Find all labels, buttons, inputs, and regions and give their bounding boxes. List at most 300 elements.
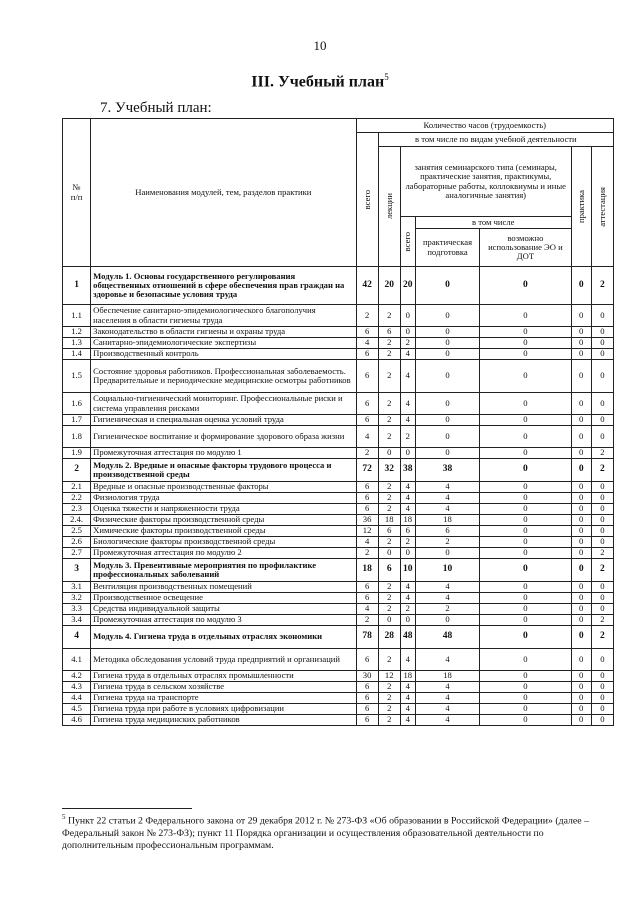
cell-num: 1.6 bbox=[63, 393, 91, 415]
header-by-type: в том числе по видам учебной деятельности bbox=[378, 133, 613, 147]
cell-att: 0 bbox=[591, 482, 613, 493]
cell-prac: 0 bbox=[571, 305, 591, 327]
cell-name: Законодательство в области гигиены и охраны труда bbox=[91, 327, 356, 338]
cell-att: 2 bbox=[591, 267, 613, 305]
cell-num: 2.7 bbox=[63, 548, 91, 559]
cell-num: 1.3 bbox=[63, 338, 91, 349]
header-practice-label: практика bbox=[575, 190, 586, 223]
cell-att: 2 bbox=[591, 626, 613, 649]
cell-sem: 4 bbox=[400, 493, 415, 504]
cell-prac: 0 bbox=[571, 704, 591, 715]
cell-prac: 0 bbox=[571, 615, 591, 626]
footnote-divider bbox=[62, 808, 192, 809]
cell-sem: 4 bbox=[400, 393, 415, 415]
cell-att: 0 bbox=[591, 604, 613, 615]
header-attestation-label: аттестация bbox=[596, 186, 607, 227]
cell-sem: 2 bbox=[400, 338, 415, 349]
cell-total: 2 bbox=[356, 305, 378, 327]
header-practice bbox=[571, 147, 591, 267]
cell-sem: 0 bbox=[400, 305, 415, 327]
cell-sem: 4 bbox=[400, 682, 415, 693]
cell-total: 6 bbox=[356, 582, 378, 593]
cell-eo: 0 bbox=[480, 526, 571, 537]
cell-num: 2.6 bbox=[63, 537, 91, 548]
cell-total: 4 bbox=[356, 426, 378, 448]
header-num: № п/п bbox=[63, 119, 91, 267]
cell-num: 2 bbox=[63, 459, 91, 482]
cell-name: Модуль 2. Вредные и опасные факторы трудового процесса и производственной среды bbox=[91, 459, 356, 482]
cell-name: Гигиеническая и специальная оценка условий труда bbox=[91, 415, 356, 426]
cell-name: Производственное освещение bbox=[91, 593, 356, 604]
cell-pp: 18 bbox=[415, 515, 479, 526]
cell-eo: 0 bbox=[480, 349, 571, 360]
cell-att: 2 bbox=[591, 615, 613, 626]
cell-eo: 0 bbox=[480, 515, 571, 526]
cell-total: 2 bbox=[356, 615, 378, 626]
cell-pp: 4 bbox=[415, 504, 479, 515]
cell-sem: 4 bbox=[400, 415, 415, 426]
cell-lec: 2 bbox=[378, 493, 400, 504]
cell-sem: 18 bbox=[400, 671, 415, 682]
cell-name: Обеспечение санитарно-эпидемиологического благополучия населения в области гигиены труда bbox=[91, 305, 356, 327]
cell-lec: 2 bbox=[378, 482, 400, 493]
header-seminars: занятия семинарского типа (семинары, практические занятия, практикумы, лабораторные работы, коллоквиумы и иные аналогичные занятия) bbox=[400, 147, 571, 217]
cell-eo: 0 bbox=[480, 626, 571, 649]
header-sem-total-label: всего bbox=[402, 231, 413, 252]
cell-prac: 0 bbox=[571, 604, 591, 615]
cell-total: 4 bbox=[356, 537, 378, 548]
cell-eo: 0 bbox=[480, 649, 571, 671]
cell-name: Гигиена труда на транспорте bbox=[91, 693, 356, 704]
cell-total: 18 bbox=[356, 559, 378, 582]
cell-name: Социально-гигиенический мониторинг. Профессиональные риски и система управления рисками bbox=[91, 393, 356, 415]
cell-name: Модуль 4. Гигиена труда в отдельных отраслях экономики bbox=[91, 626, 356, 649]
cell-pp: 0 bbox=[415, 548, 479, 559]
cell-lec: 2 bbox=[378, 704, 400, 715]
cell-num: 4.1 bbox=[63, 649, 91, 671]
cell-prac: 0 bbox=[571, 327, 591, 338]
cell-prac: 0 bbox=[571, 267, 591, 305]
table-row bbox=[63, 426, 614, 448]
cell-name: Гигиена труда в отдельных отраслях промышленности bbox=[91, 671, 356, 682]
cell-name: Методика обследования условий труда предприятий и организаций bbox=[91, 649, 356, 671]
table-row bbox=[63, 415, 614, 426]
cell-eo: 0 bbox=[480, 459, 571, 482]
cell-prac: 0 bbox=[571, 504, 591, 515]
cell-prac: 0 bbox=[571, 349, 591, 360]
cell-lec: 2 bbox=[378, 593, 400, 604]
cell-prac: 0 bbox=[571, 582, 591, 593]
cell-sem: 38 bbox=[400, 459, 415, 482]
cell-num: 4.3 bbox=[63, 682, 91, 693]
cell-eo: 0 bbox=[480, 704, 571, 715]
cell-eo: 0 bbox=[480, 593, 571, 604]
header-including: в том числе bbox=[415, 217, 571, 229]
cell-lec: 2 bbox=[378, 426, 400, 448]
cell-sem: 4 bbox=[400, 482, 415, 493]
cell-lec: 0 bbox=[378, 615, 400, 626]
cell-eo: 0 bbox=[480, 426, 571, 448]
cell-pp: 38 bbox=[415, 459, 479, 482]
table-row bbox=[63, 682, 614, 693]
cell-total: 6 bbox=[356, 393, 378, 415]
cell-eo: 0 bbox=[480, 604, 571, 615]
cell-prac: 0 bbox=[571, 493, 591, 504]
footnote-text: Пункт 22 статьи 2 Федерального закона от 29 декабря 2012 г. № 273-ФЗ «Об образовании в Российской Федерации» (далее – Федеральный закон № 273-ФЗ); пункт 11 Порядка организации и осуществления образовательной деятельности по дополнительным профессиональным программам. bbox=[62, 815, 589, 852]
cell-total: 36 bbox=[356, 515, 378, 526]
cell-prac: 0 bbox=[571, 482, 591, 493]
cell-sem: 4 bbox=[400, 693, 415, 704]
cell-pp: 4 bbox=[415, 704, 479, 715]
cell-lec: 2 bbox=[378, 393, 400, 415]
header-total bbox=[356, 133, 378, 267]
cell-lec: 0 bbox=[378, 448, 400, 459]
cell-sem: 2 bbox=[400, 537, 415, 548]
cell-sem: 0 bbox=[400, 327, 415, 338]
cell-total: 2 bbox=[356, 548, 378, 559]
cell-total: 4 bbox=[356, 604, 378, 615]
cell-name: Состояние здоровья работников. Профессиональная заболеваемость. Предварительные и периодические медицинские осмотры работников bbox=[91, 360, 356, 393]
table-row bbox=[63, 548, 614, 559]
table-row bbox=[63, 360, 614, 393]
module-row bbox=[63, 559, 614, 582]
cell-eo: 0 bbox=[480, 327, 571, 338]
cell-pp: 0 bbox=[415, 615, 479, 626]
cell-sem: 18 bbox=[400, 515, 415, 526]
cell-name: Гигиеническое воспитание и формирование здорового образа жизни bbox=[91, 426, 356, 448]
cell-name: Промежуточная аттестация по модулю 3 bbox=[91, 615, 356, 626]
cell-total: 30 bbox=[356, 671, 378, 682]
cell-pp: 4 bbox=[415, 593, 479, 604]
cell-att: 2 bbox=[591, 459, 613, 482]
plan-heading: 7. Учебный план: bbox=[100, 100, 212, 116]
cell-num: 1 bbox=[63, 267, 91, 305]
cell-pp: 0 bbox=[415, 393, 479, 415]
cell-total: 2 bbox=[356, 448, 378, 459]
cell-prac: 0 bbox=[571, 459, 591, 482]
table-row bbox=[63, 349, 614, 360]
cell-lec: 2 bbox=[378, 537, 400, 548]
cell-num: 3.4 bbox=[63, 615, 91, 626]
header-sem-total bbox=[400, 217, 415, 267]
table-row bbox=[63, 693, 614, 704]
cell-eo: 0 bbox=[480, 482, 571, 493]
cell-name: Физические факторы производственной среды bbox=[91, 515, 356, 526]
cell-att: 2 bbox=[591, 548, 613, 559]
module-row bbox=[63, 267, 614, 305]
table-row bbox=[63, 393, 614, 415]
cell-lec: 2 bbox=[378, 305, 400, 327]
cell-total: 6 bbox=[356, 704, 378, 715]
cell-total: 6 bbox=[356, 693, 378, 704]
cell-pp: 0 bbox=[415, 426, 479, 448]
cell-name: Средства индивидуальной защиты bbox=[91, 604, 356, 615]
cell-num: 1.8 bbox=[63, 426, 91, 448]
cell-total: 6 bbox=[356, 349, 378, 360]
table-row bbox=[63, 615, 614, 626]
cell-att: 0 bbox=[591, 671, 613, 682]
cell-num: 4.5 bbox=[63, 704, 91, 715]
cell-att: 0 bbox=[591, 526, 613, 537]
header-lectures-label: лекции bbox=[383, 193, 394, 220]
cell-lec: 18 bbox=[378, 515, 400, 526]
cell-eo: 0 bbox=[480, 504, 571, 515]
cell-lec: 2 bbox=[378, 604, 400, 615]
table-row bbox=[63, 671, 614, 682]
cell-eo: 0 bbox=[480, 338, 571, 349]
cell-name: Химические факторы производственной среды bbox=[91, 526, 356, 537]
table-row bbox=[63, 715, 614, 726]
module-row bbox=[63, 626, 614, 649]
cell-eo: 0 bbox=[480, 537, 571, 548]
cell-prac: 0 bbox=[571, 693, 591, 704]
cell-num: 2.4. bbox=[63, 515, 91, 526]
section-title-text: III. Учебный план bbox=[251, 73, 385, 91]
footnote-number: 5 bbox=[62, 813, 66, 821]
cell-lec: 2 bbox=[378, 415, 400, 426]
cell-prac: 0 bbox=[571, 548, 591, 559]
cell-name: Вентиляция производственных помещений bbox=[91, 582, 356, 593]
table-row bbox=[63, 582, 614, 593]
table-row bbox=[63, 704, 614, 715]
cell-prac: 0 bbox=[571, 649, 591, 671]
cell-prac: 0 bbox=[571, 515, 591, 526]
cell-total: 12 bbox=[356, 526, 378, 537]
cell-name: Физиология труда bbox=[91, 493, 356, 504]
cell-pp: 0 bbox=[415, 327, 479, 338]
cell-sem: 4 bbox=[400, 593, 415, 604]
cell-pp: 0 bbox=[415, 338, 479, 349]
cell-sem: 4 bbox=[400, 349, 415, 360]
cell-num: 3.2 bbox=[63, 593, 91, 604]
cell-lec: 20 bbox=[378, 267, 400, 305]
curriculum-table bbox=[62, 118, 614, 726]
header-attestation bbox=[591, 147, 613, 267]
cell-prac: 0 bbox=[571, 526, 591, 537]
cell-total: 6 bbox=[356, 593, 378, 604]
cell-pp: 2 bbox=[415, 604, 479, 615]
cell-lec: 2 bbox=[378, 682, 400, 693]
section-title bbox=[0, 72, 640, 91]
cell-eo: 0 bbox=[480, 305, 571, 327]
table-row bbox=[63, 305, 614, 327]
cell-sem: 48 bbox=[400, 626, 415, 649]
cell-sem: 4 bbox=[400, 360, 415, 393]
cell-prac: 0 bbox=[571, 360, 591, 393]
cell-eo: 0 bbox=[480, 267, 571, 305]
cell-att: 0 bbox=[591, 349, 613, 360]
cell-name: Гигиена труда при работе в условиях цифровизации bbox=[91, 704, 356, 715]
cell-att: 0 bbox=[591, 504, 613, 515]
cell-pp: 4 bbox=[415, 682, 479, 693]
cell-att: 0 bbox=[591, 537, 613, 548]
cell-sem: 4 bbox=[400, 715, 415, 726]
cell-att: 0 bbox=[591, 305, 613, 327]
table-row bbox=[63, 515, 614, 526]
cell-eo: 0 bbox=[480, 415, 571, 426]
table-row bbox=[63, 593, 614, 604]
cell-total: 6 bbox=[356, 415, 378, 426]
cell-eo: 0 bbox=[480, 615, 571, 626]
cell-num: 2.1 bbox=[63, 482, 91, 493]
cell-prac: 0 bbox=[571, 426, 591, 448]
cell-pp: 4 bbox=[415, 693, 479, 704]
cell-eo: 0 bbox=[480, 715, 571, 726]
cell-pp: 4 bbox=[415, 649, 479, 671]
cell-prac: 0 bbox=[571, 715, 591, 726]
cell-eo: 0 bbox=[480, 493, 571, 504]
cell-num: 1.1 bbox=[63, 305, 91, 327]
table-row bbox=[63, 482, 614, 493]
header-lectures bbox=[378, 147, 400, 267]
cell-sem: 0 bbox=[400, 615, 415, 626]
cell-name: Производственный контроль bbox=[91, 349, 356, 360]
cell-num: 2.2 bbox=[63, 493, 91, 504]
cell-lec: 2 bbox=[378, 582, 400, 593]
cell-num: 1.4 bbox=[63, 349, 91, 360]
footnote bbox=[62, 813, 614, 853]
cell-sem: 10 bbox=[400, 559, 415, 582]
cell-num: 3 bbox=[63, 559, 91, 582]
cell-prac: 0 bbox=[571, 448, 591, 459]
cell-num: 4.6 bbox=[63, 715, 91, 726]
cell-att: 0 bbox=[591, 582, 613, 593]
cell-num: 2.5 bbox=[63, 526, 91, 537]
cell-pp: 4 bbox=[415, 482, 479, 493]
cell-prac: 0 bbox=[571, 537, 591, 548]
footnote-mark: 5 bbox=[384, 72, 389, 82]
cell-eo: 0 bbox=[480, 682, 571, 693]
cell-pp: 0 bbox=[415, 267, 479, 305]
cell-att: 2 bbox=[591, 559, 613, 582]
cell-sem: 20 bbox=[400, 267, 415, 305]
cell-num: 1.5 bbox=[63, 360, 91, 393]
cell-num: 1.2 bbox=[63, 327, 91, 338]
cell-name: Гигиена труда медицинских работников bbox=[91, 715, 356, 726]
cell-prac: 0 bbox=[571, 593, 591, 604]
cell-lec: 32 bbox=[378, 459, 400, 482]
cell-eo: 0 bbox=[480, 548, 571, 559]
table-row bbox=[63, 448, 614, 459]
cell-sem: 6 bbox=[400, 526, 415, 537]
cell-eo: 0 bbox=[480, 448, 571, 459]
cell-att: 0 bbox=[591, 649, 613, 671]
cell-sem: 0 bbox=[400, 548, 415, 559]
header-distance-possible: возможно использование ЭО и ДОТ bbox=[480, 229, 571, 267]
module-row bbox=[63, 459, 614, 482]
cell-eo: 0 bbox=[480, 360, 571, 393]
table-row bbox=[63, 649, 614, 671]
cell-eo: 0 bbox=[480, 671, 571, 682]
cell-total: 6 bbox=[356, 504, 378, 515]
cell-lec: 2 bbox=[378, 715, 400, 726]
cell-lec: 2 bbox=[378, 360, 400, 393]
cell-pp: 18 bbox=[415, 671, 479, 682]
cell-sem: 2 bbox=[400, 426, 415, 448]
cell-total: 6 bbox=[356, 649, 378, 671]
cell-prac: 0 bbox=[571, 559, 591, 582]
cell-prac: 0 bbox=[571, 671, 591, 682]
table-row bbox=[63, 504, 614, 515]
cell-att: 0 bbox=[591, 515, 613, 526]
cell-eo: 0 bbox=[480, 693, 571, 704]
cell-name: Промежуточная аттестация по модулю 1 bbox=[91, 448, 356, 459]
cell-num: 1.9 bbox=[63, 448, 91, 459]
cell-att: 2 bbox=[591, 448, 613, 459]
cell-sem: 4 bbox=[400, 649, 415, 671]
cell-name: Гигиена труда в сельском хозяйстве bbox=[91, 682, 356, 693]
cell-pp: 48 bbox=[415, 626, 479, 649]
cell-total: 6 bbox=[356, 482, 378, 493]
cell-att: 0 bbox=[591, 393, 613, 415]
cell-att: 0 bbox=[591, 360, 613, 393]
cell-eo: 0 bbox=[480, 393, 571, 415]
table-row bbox=[63, 493, 614, 504]
cell-pp: 4 bbox=[415, 493, 479, 504]
cell-pp: 6 bbox=[415, 526, 479, 537]
cell-sem: 4 bbox=[400, 704, 415, 715]
cell-prac: 0 bbox=[571, 393, 591, 415]
cell-name: Промежуточная аттестация по модулю 2 bbox=[91, 548, 356, 559]
cell-total: 42 bbox=[356, 267, 378, 305]
header-hours: Количество часов (трудоемкость) bbox=[356, 119, 613, 133]
cell-lec: 2 bbox=[378, 649, 400, 671]
cell-eo: 0 bbox=[480, 582, 571, 593]
cell-total: 6 bbox=[356, 682, 378, 693]
cell-total: 6 bbox=[356, 327, 378, 338]
cell-sem: 4 bbox=[400, 504, 415, 515]
cell-prac: 0 bbox=[571, 682, 591, 693]
cell-pp: 0 bbox=[415, 448, 479, 459]
cell-num: 4.4 bbox=[63, 693, 91, 704]
cell-sem: 0 bbox=[400, 448, 415, 459]
cell-att: 0 bbox=[591, 415, 613, 426]
cell-name: Биологические факторы производственной среды bbox=[91, 537, 356, 548]
cell-pp: 0 bbox=[415, 415, 479, 426]
cell-pp: 2 bbox=[415, 537, 479, 548]
cell-total: 78 bbox=[356, 626, 378, 649]
table-row bbox=[63, 604, 614, 615]
cell-lec: 6 bbox=[378, 559, 400, 582]
cell-num: 4.2 bbox=[63, 671, 91, 682]
cell-lec: 12 bbox=[378, 671, 400, 682]
cell-pp: 10 bbox=[415, 559, 479, 582]
cell-prac: 0 bbox=[571, 338, 591, 349]
header-name: Наименования модулей, тем, разделов практики bbox=[91, 119, 356, 267]
page-number: 10 bbox=[313, 38, 327, 53]
cell-att: 0 bbox=[591, 493, 613, 504]
table-row bbox=[63, 327, 614, 338]
cell-lec: 28 bbox=[378, 626, 400, 649]
cell-prac: 0 bbox=[571, 626, 591, 649]
header-total-label: всего bbox=[361, 189, 372, 210]
cell-att: 0 bbox=[591, 693, 613, 704]
cell-sem: 2 bbox=[400, 604, 415, 615]
cell-att: 0 bbox=[591, 327, 613, 338]
cell-att: 0 bbox=[591, 338, 613, 349]
cell-att: 0 bbox=[591, 704, 613, 715]
cell-num: 3.1 bbox=[63, 582, 91, 593]
cell-lec: 6 bbox=[378, 526, 400, 537]
cell-name: Санитарно-эпидемиологические экспертизы bbox=[91, 338, 356, 349]
cell-total: 6 bbox=[356, 493, 378, 504]
cell-pp: 4 bbox=[415, 582, 479, 593]
cell-prac: 0 bbox=[571, 415, 591, 426]
table-row bbox=[63, 338, 614, 349]
cell-eo: 0 bbox=[480, 559, 571, 582]
header-practical-training: практическая подготовка bbox=[415, 229, 479, 267]
cell-num: 4 bbox=[63, 626, 91, 649]
